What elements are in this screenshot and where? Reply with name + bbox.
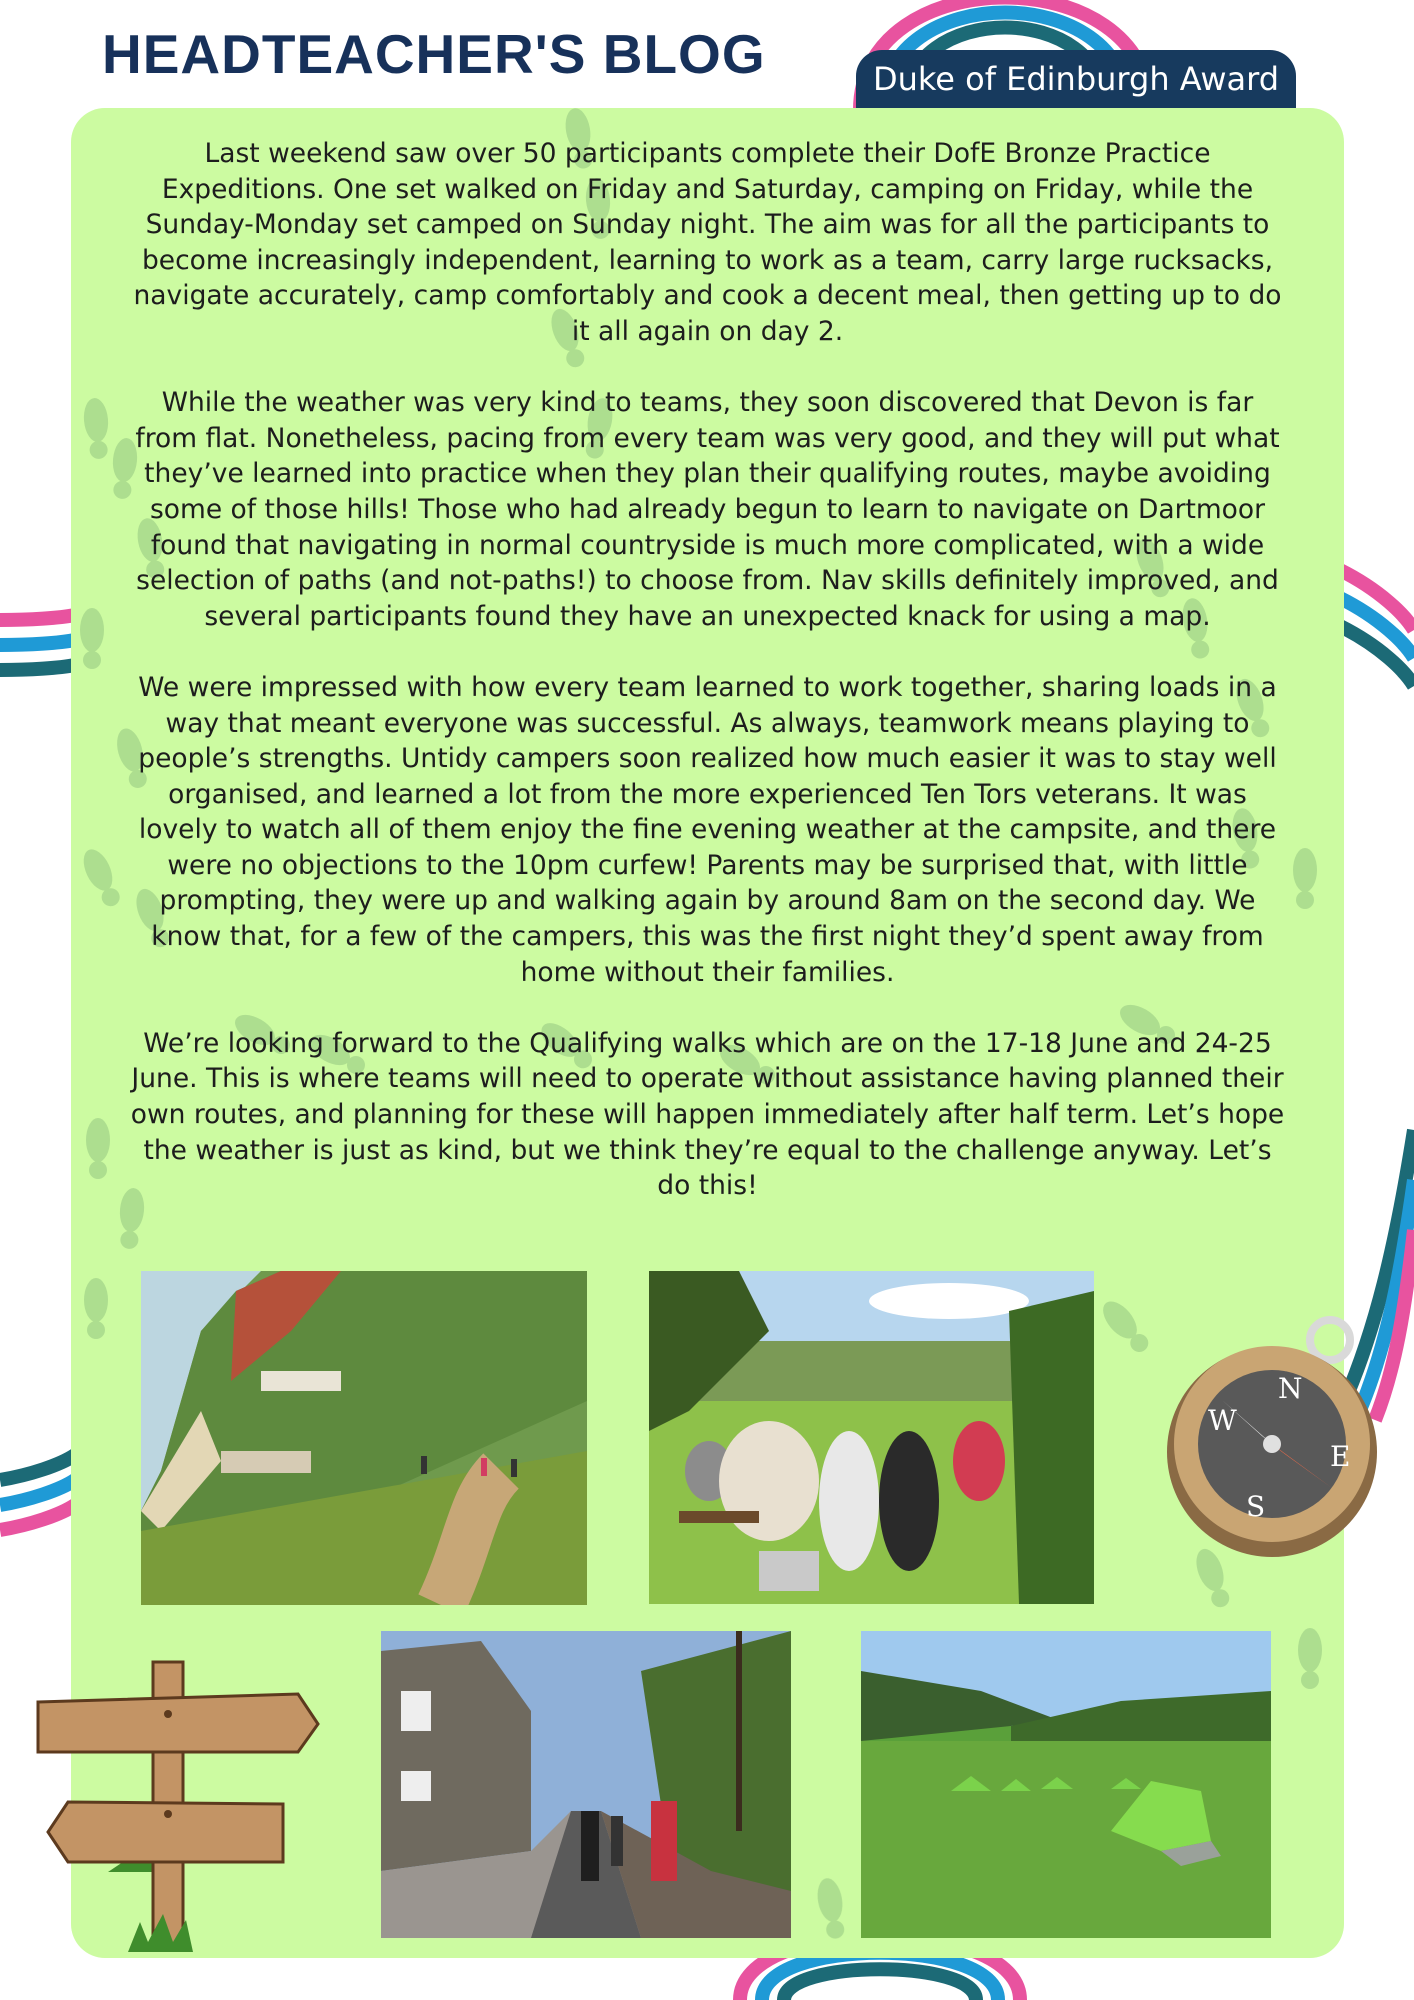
group-at-stile-photo [649, 1271, 1094, 1604]
signpost-illustration [28, 1652, 328, 1952]
compass-north-label: N [1278, 1372, 1303, 1405]
page-title: HEADTEACHER'S BLOG [102, 23, 766, 85]
compass-west-label: W [1208, 1404, 1237, 1437]
section-badge: Duke of Edinburgh Award [856, 50, 1296, 108]
campsite-photo [861, 1631, 1271, 1938]
article-paragraph: Last weekend saw over 50 participants complete their DofE Bronze Practice Expeditions. One set walked on Friday and Saturday, camping on Friday, while the Sunday-Monday set camped on Sunday night. The aim was for all the participants to become increasingly independent, learning to work as a team, carry large rucksacks, navigate accurately, camp comfortably and cook a decent meal, then getting up to do it all again on day 2. [133, 138, 1282, 347]
village-lane-photo [381, 1631, 791, 1938]
compass-east-label: E [1330, 1440, 1351, 1473]
article-paragraph: We’re looking forward to the Qualifying walks which are on the 17-18 June and 24-25 June. This is where teams will need to operate without assistance having planned their own routes, and planning for these will happen immediately after half term. Let’s hope the weather is just as kind, but we think they’re equal to the challenge anyway. Let’s do this! [130, 1027, 1285, 1202]
article-paragraph: While the weather was very kind to teams, they soon discovered that Devon is far from flat. Nonetheless, pacing from every team was very good, and they will put what they’ve learned into practice when they plan their qualifying routes, maybe avoiding some of those hills! Those who had already begun to learn to navigate on Dartmoor found that navigating in normal countryside is much more complicated, with a wide selection of paths (and not-paths!) to choose from. Nav skills definitely improved, and several participants found they have an unexpected knack for using a map. [135, 387, 1280, 632]
article-paragraph: We were impressed with how every team learned to work together, sharing loads in a way that meant everyone was successful. As always, teamwork means playing to people’s strengths. Untidy campers soon realized how much easier it was to stay well organised, and learned a lot from the more experienced Ten Tors veterans. It was lovely to watch all of them enjoy the fine evening weather at the campsite, and there were no objections to the 10pm curfew! Parents may be surprised that, with little prompting, they were up and walking again by around 8am on the second day. We know that, for a few of the campers, this was the first night they’d spent away from home without their families. [138, 671, 1277, 988]
blog-article [130, 136, 1285, 1239]
compass-south-label: S [1246, 1490, 1266, 1523]
coastal-path-photo [141, 1271, 587, 1605]
compass-illustration [1150, 1312, 1402, 1564]
